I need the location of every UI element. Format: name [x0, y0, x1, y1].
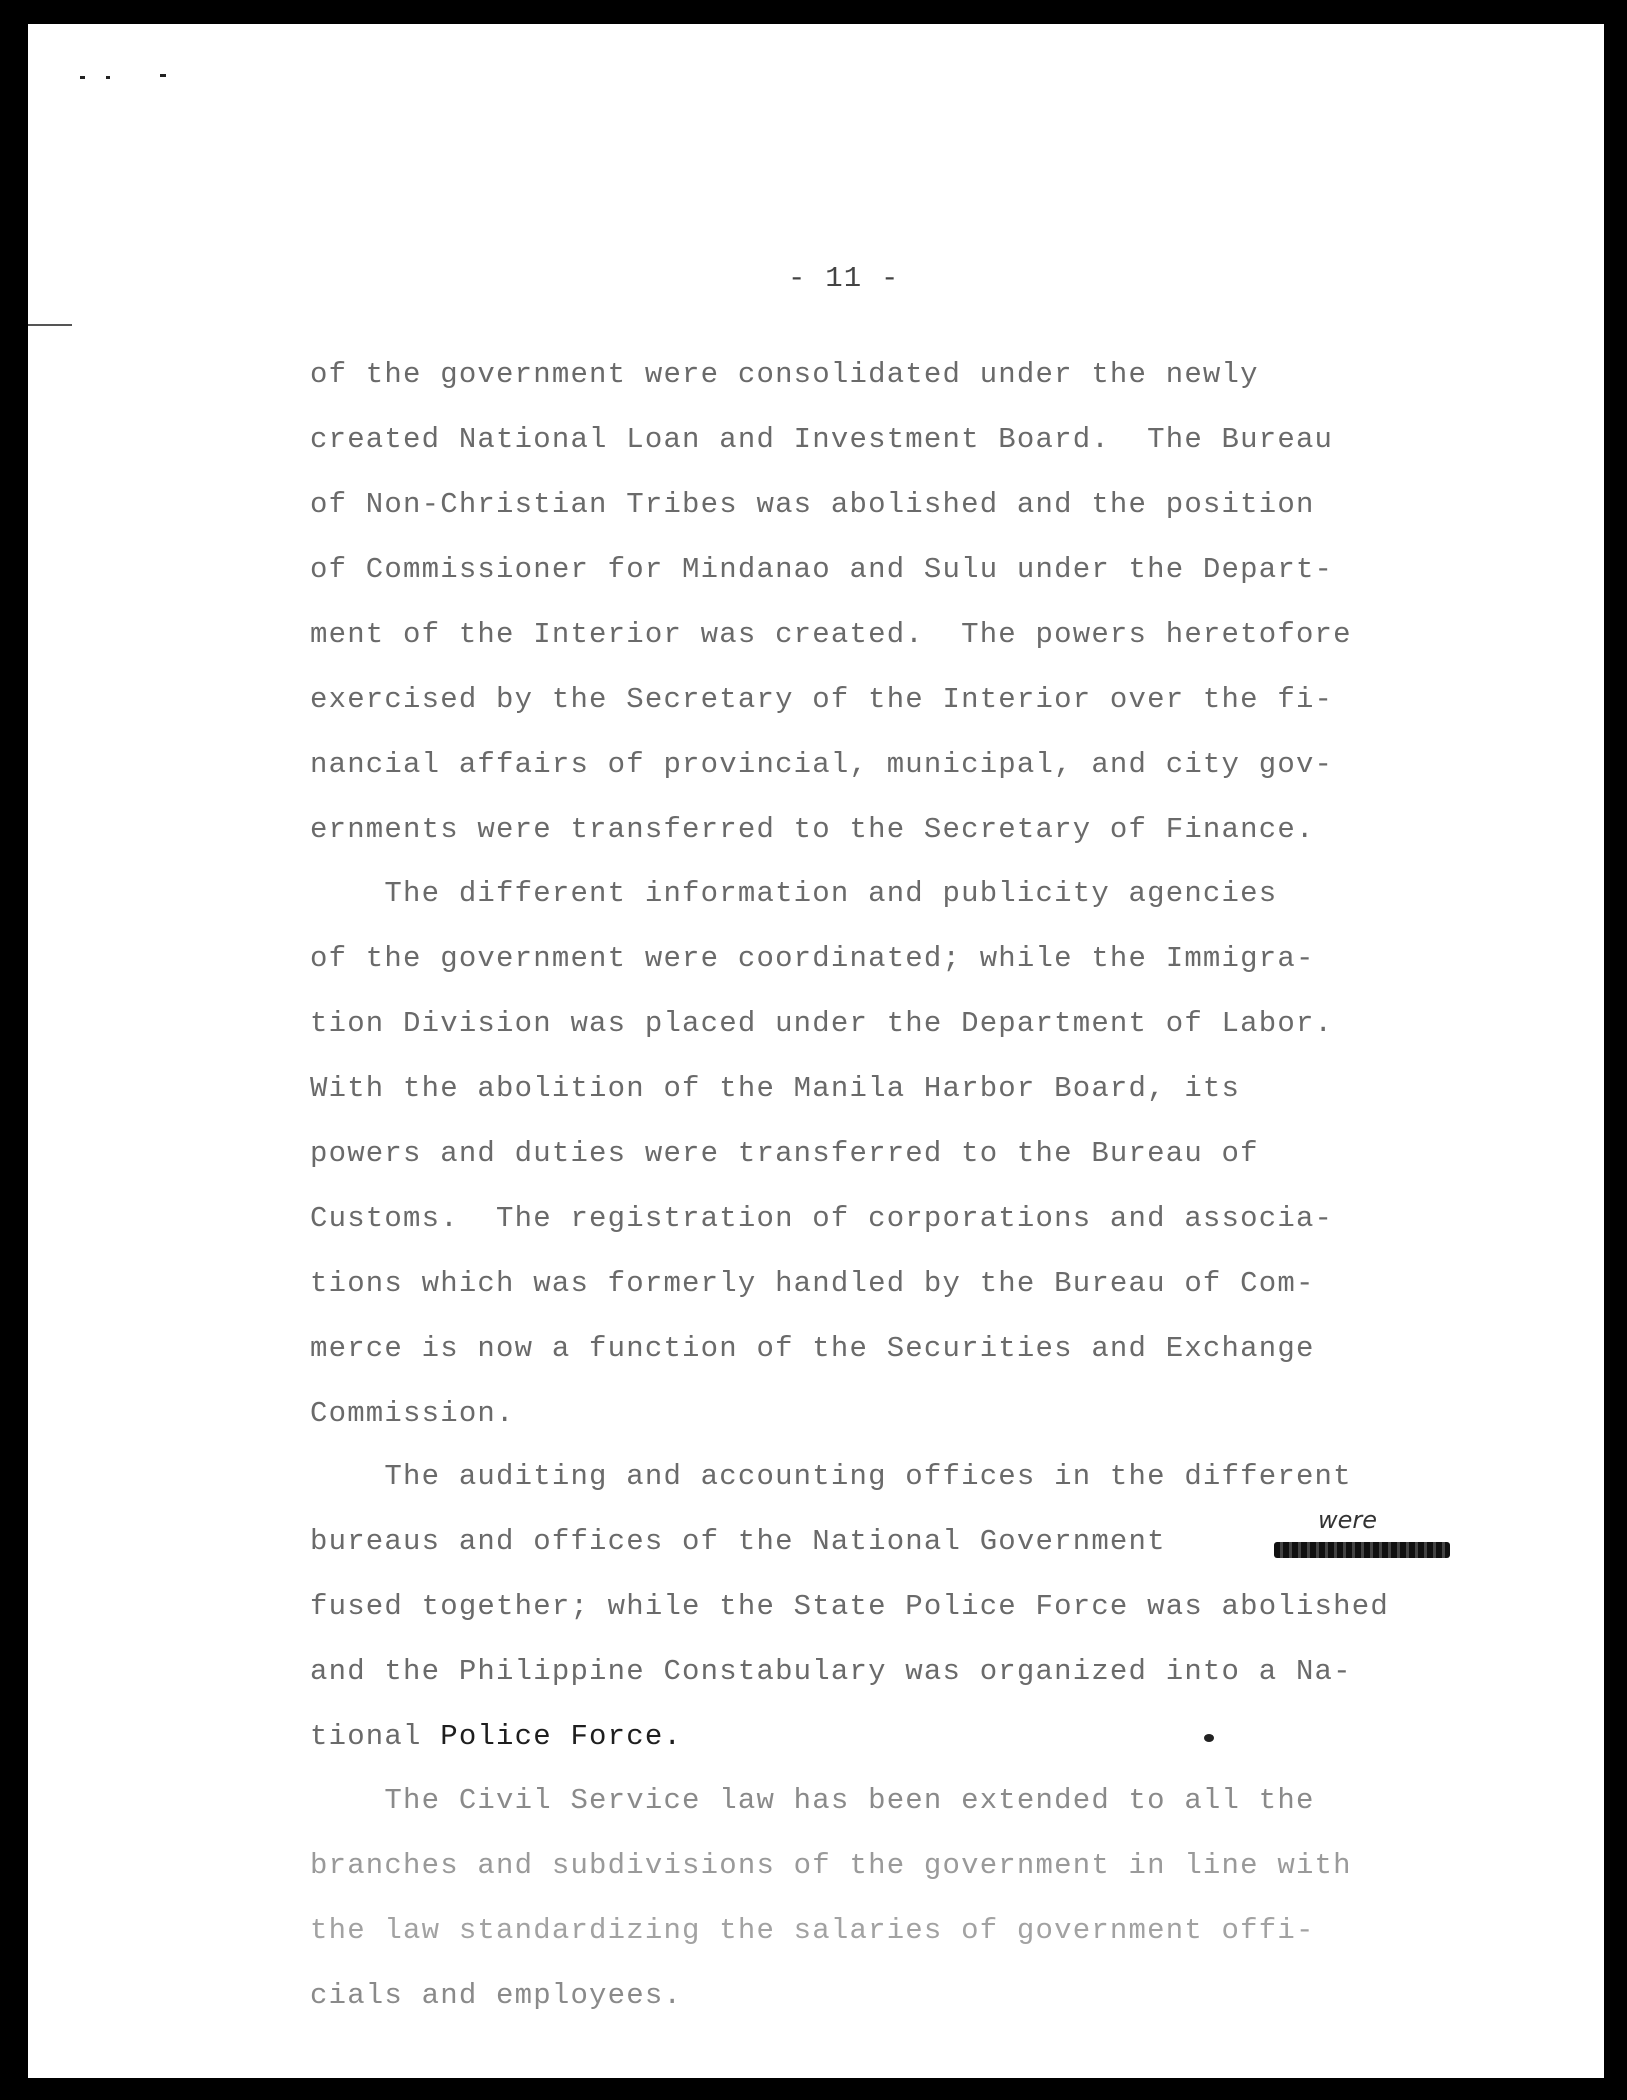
text-line: fused together; while the State Police Force was abolished — [310, 1590, 1389, 1623]
text-line: of Commissioner for Mindanao and Sulu under the Depart- — [310, 553, 1334, 586]
document-page — [28, 24, 1604, 2078]
handwritten-insertion: were — [1318, 1506, 1378, 1534]
text-line: exercised by the Secretary of the Interior over the fi- — [310, 683, 1334, 716]
text-line-start: tional — [310, 1720, 441, 1753]
text-line: The auditing and accounting offices in the different — [310, 1460, 1352, 1493]
text-line: tions which was formerly handled by the Bureau of Com- — [310, 1267, 1315, 1300]
page-number: - 11 - — [788, 262, 900, 295]
margin-mark — [80, 76, 85, 79]
text-line: ernments were transferred to the Secretary of Finance. — [310, 813, 1315, 846]
text-line — [310, 1720, 682, 1753]
text-line: The different information and publicity agencies — [310, 877, 1278, 910]
margin-mark — [160, 74, 166, 77]
text-line: Commission. — [310, 1397, 515, 1430]
text-line: tion Division was placed under the Department of Labor. — [310, 1007, 1334, 1040]
margin-mark — [106, 76, 110, 79]
text-line: nancial affairs of provincial, municipal, and city gov- — [310, 748, 1334, 781]
text-line: Customs. The registration of corporations and associa- — [310, 1202, 1334, 1235]
text-line: merce is now a function of the Securities and Exchange — [310, 1332, 1315, 1365]
text-line: bureaus and offices of the National Government — [310, 1525, 1166, 1558]
strikethrough-mark — [1274, 1542, 1450, 1558]
text-line: With the abolition of the Manila Harbor Board, its — [310, 1072, 1241, 1105]
text-line: cials and employees. — [310, 1979, 683, 2012]
text-line: ment of the Interior was created. The powers heretofore — [310, 618, 1352, 651]
text-line: of Non-Christian Tribes was abolished and the position — [310, 488, 1315, 521]
text-line: The Civil Service law has been extended to all the — [310, 1784, 1315, 1817]
text-line: powers and duties were transferred to the Bureau of — [310, 1137, 1259, 1170]
text-line: branches and subdivisions of the government in line with — [310, 1849, 1352, 1882]
ink-mark — [1204, 1734, 1214, 1742]
emphasized-text: Police Force. — [440, 1720, 683, 1753]
text-line: and the Philippine Constabulary was organized into a Na- — [310, 1655, 1352, 1688]
text-line: the law standardizing the salaries of government offi- — [310, 1914, 1315, 1947]
text-line: of the government were consolidated under the newly — [310, 358, 1259, 391]
margin-mark — [28, 324, 72, 326]
text-line: created National Loan and Investment Board. The Bureau — [310, 423, 1334, 456]
text-line: of the government were coordinated; while the Immigra- — [310, 942, 1315, 975]
